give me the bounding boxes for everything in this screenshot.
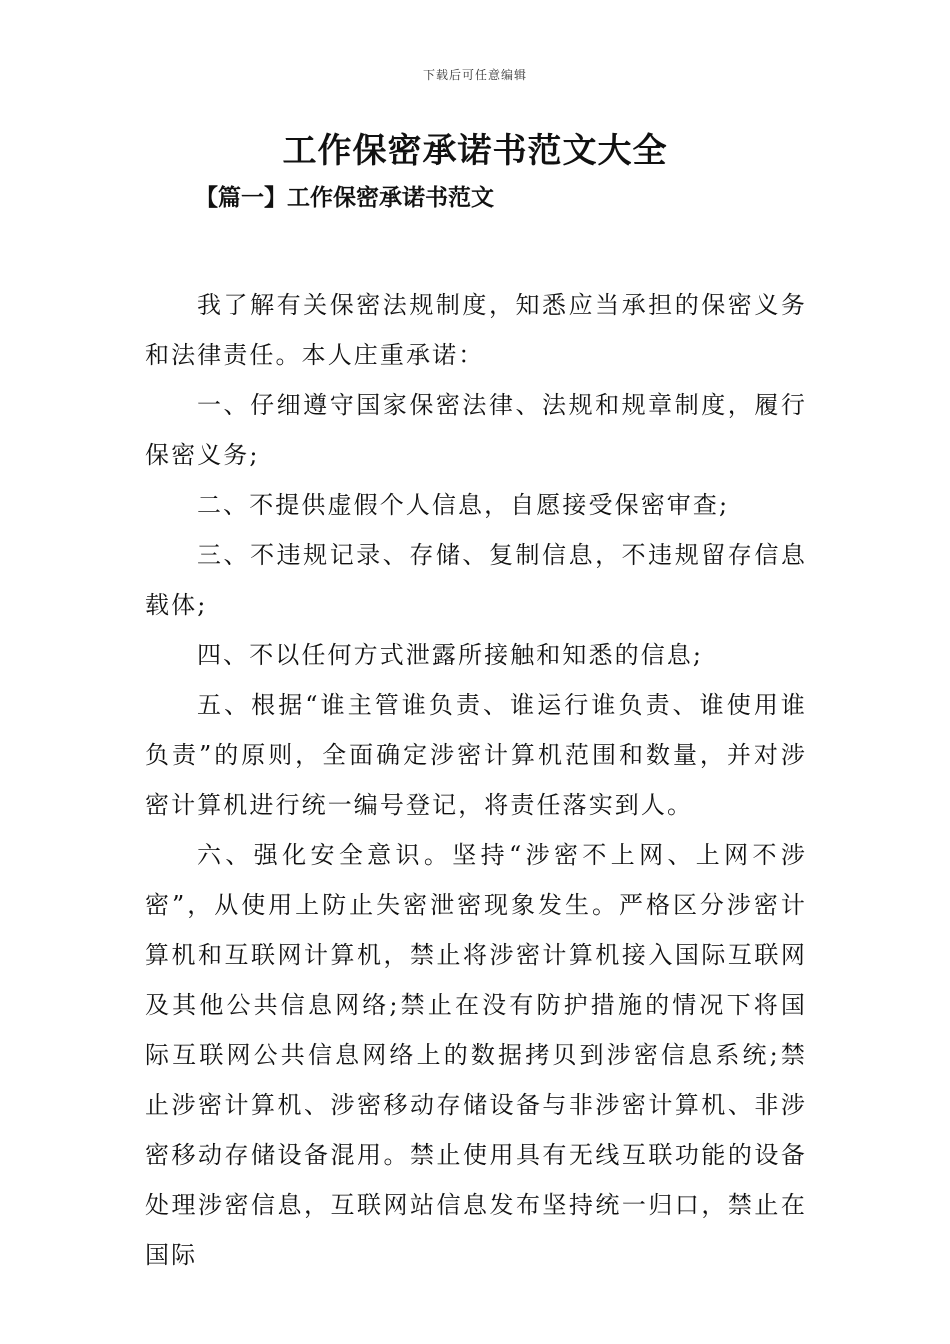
paragraph-intro: 我了解有关保密法规制度，知悉应当承担的保密义务和法律责任。本人庄重承诺： <box>145 291 807 369</box>
paragraph-item-4: 四、不以任何方式泄露所接触和知悉的信息; <box>197 641 704 669</box>
paragraph-item-3: 三、不违规记录、存储、复制信息，不违规留存信息载体; <box>145 541 807 619</box>
paragraph-item-6: 六、强化安全意识。坚持“涉密不上网、上网不涉密”，从使用上防止失密泄密现象发生。严格区分涉密计算机和互联网计算机，禁止将涉密计算机接入国际互联网及其他公共信息网络;禁止在没有防护措施的情况下将国际互联网公共信息网络上的数据拷贝到涉密信息系统;禁止涉密计算机、涉密移动存储设备与非涉密计算机、非涉密移动存储设备混用。禁止使用具有无线互联功能的设备处理涉密信息，互联网站信息发布坚持统一归口，禁止在国际 <box>145 841 807 1269</box>
paragraph-item-5: 五、根据“谁主管谁负责、谁运行谁负责、谁使用谁负责”的原则，全面确定涉密计算机范围和数量，并对涉密计算机进行统一编号登记，将责任落实到人。 <box>145 691 807 819</box>
section-heading: 【篇一】工作保密承诺书范文 <box>195 184 494 211</box>
paragraph-item-2: 二、不提供虚假个人信息，自愿接受保密审查; <box>197 491 730 519</box>
document-body <box>145 280 807 1280</box>
header-note: 下载后可任意编辑 <box>422 68 527 82</box>
document-title: 工作保密承诺书范文大全 <box>282 131 668 171</box>
paragraph-item-1: 一、仔细遵守国家保密法律、法规和规章制度，履行保密义务; <box>145 391 807 469</box>
